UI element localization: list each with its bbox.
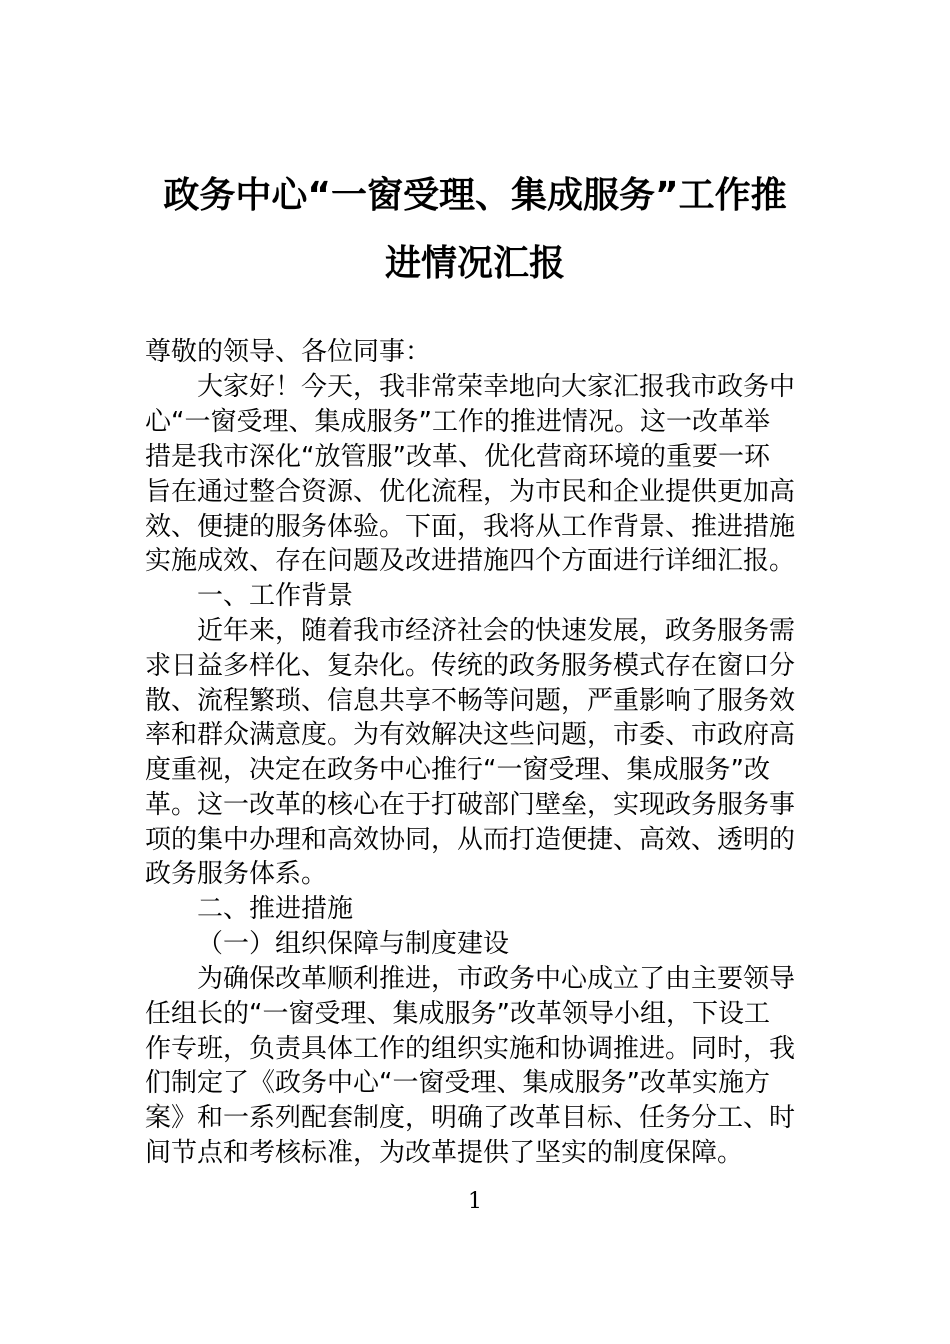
- document-title-line-1: 政务中心“一窗受理、集成服务”工作推: [163, 175, 787, 216]
- paragraph-line: 革。这一改革的核心在于打破部门壁垒，实现政务服务事: [145, 790, 796, 820]
- paragraph-line: 心“一窗受理、集成服务”工作的推进情况。这一改革举: [145, 407, 770, 437]
- page-number: 1: [468, 1189, 482, 1214]
- paragraph-line: 效、便捷的服务体验。下面，我将从工作背景、推进措施: [145, 512, 796, 542]
- paragraph-line: 大家好！今天，我非常荣幸地向大家汇报我市政务中: [197, 372, 796, 402]
- section-heading: 一、工作背景: [197, 581, 354, 611]
- paragraph-line: 措是我市深化“放管服”改革、优化营商环境的重要一环: [145, 442, 770, 472]
- salutation: 尊敬的领导、各位同事：: [145, 337, 432, 367]
- paragraph-line: 间节点和考核标准，为改革提供了坚实的制度保障。: [145, 1138, 744, 1168]
- paragraph-line: 为确保改革顺利推进，市政务中心成立了由主要领导: [197, 964, 796, 994]
- paragraph-line: 散、流程繁琐、信息共享不畅等问题，严重影响了服务效: [145, 686, 796, 716]
- subsection-heading: （一）组织保障与制度建设: [197, 929, 510, 959]
- paragraph-line: 项的集中办理和高效协同，从而打造便捷、高效、透明的: [145, 825, 796, 855]
- section-heading: 二、推进措施: [197, 894, 354, 924]
- paragraph-line: 案》和一系列配套制度，明确了改革目标、任务分工、时: [145, 1103, 796, 1133]
- paragraph-line: 求日益多样化、复杂化。传统的政务服务模式存在窗口分: [145, 651, 796, 681]
- paragraph-line: 实施成效、存在问题及改进措施四个方面进行详细汇报。: [145, 546, 796, 576]
- document-title-line-2: 进情况汇报: [384, 243, 565, 284]
- paragraph-line: 率和群众满意度。为有效解决这些问题，市委、市政府高: [145, 720, 796, 750]
- paragraph-line: 近年来，随着我市经济社会的快速发展，政务服务需: [197, 616, 796, 646]
- paragraph-line: 政务服务体系。: [145, 859, 328, 889]
- paragraph-line: 任组长的“一窗受理、集成服务”改革领导小组，下设工: [145, 999, 770, 1029]
- paragraph-line: 们制定了《政务中心“一窗受理、集成服务”改革实施方: [145, 1068, 770, 1098]
- paragraph-line: 旨在通过整合资源、优化流程，为市民和企业提供更加高: [145, 477, 796, 507]
- paragraph-line: 度重视，决定在政务中心推行“一窗受理、集成服务”改: [145, 755, 770, 785]
- paragraph-line: 作专班，负责具体工作的组织实施和协调推进。同时，我: [145, 1034, 796, 1064]
